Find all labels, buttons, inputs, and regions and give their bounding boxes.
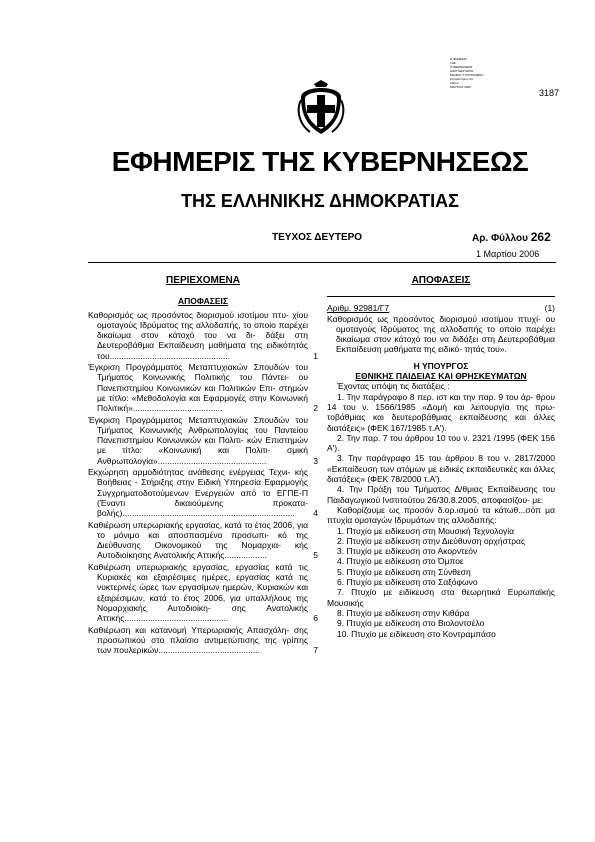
header-divider xyxy=(88,262,556,263)
sheet-number xyxy=(472,230,551,244)
toc-item[interactable] xyxy=(88,562,318,624)
toc-item-text: Έγκριση Προγράμματος Μεταπτυχιακών Σπουδών του Τμήματος Κοινωνικής Ανθρωπολογίας του Παντείου Πανεπιστημίου Κοινωνικών και Πολιτι- κών Επιστημών με τίτλο: «Κοινωνική και Πολιτι- σμική Ανθρωπολογία».............................................. xyxy=(88,414,308,466)
decision-number: Αριθμ. 92981/Γ7 xyxy=(327,303,390,314)
sheet-label: Αρ. Φύλλου xyxy=(472,233,528,244)
decision-title: Καθορισμός ως προσόντος διορισμού ισοτίμου πτυχί- ου ομοταγούς Ιδρύματος της αλλοδαπής το οποίο παρέχει δικαίωμα στον κάτοχό του να διδάξει στη Δευτεροβάθμια Εκπαίδευση μαθήματα της ειδικό- τητάς του». xyxy=(327,313,555,355)
stamp-line: ΑΝΑΓΝΩΣΤΗΡΙΟ xyxy=(450,69,474,73)
stamp-line: ΤΗΣ xyxy=(450,61,456,65)
issue-label: ΤΕΥΧΟΣ ΔΕΥΤΕΡΟ xyxy=(272,232,363,243)
decisions-column xyxy=(327,276,555,639)
toc-item-page: 4 xyxy=(313,508,318,519)
consideration: 4. Την Πράξη του Τμήματος Δ/θμιας Εκπαίδευσης του Παιδαγωγικού Ινστιτούτου 26/30.8.2005, αποφασίζου- με: xyxy=(327,484,555,505)
toc-item-text: Καθιέρωση υπερωριακής εργασίας, κατά το έτος 2006, για το μόνιμο και αποσπασμένο προσωπι- κό της Διεύθυνσης Οικονομικού της Νομαρχια- κής Αυτοδιοίκησης Ανατολικής Αττικής.................. xyxy=(88,519,308,561)
stamp-line: Αθήνα xyxy=(450,81,459,85)
toc-item-text: Καθιέρωση υπερωριακής εργασίας, εργασίας κατά τις Κυριακές και εξαιρέσιμες ημέρες, εργασίας κατά τις νυκτερινές ώρες των εργασίμων ημερών, Κυριακών και εξαιρέσιμων, κατά το έτος 2006, για υπαλλήλους της Νομαρχιακής Αυτοδιοίκη- σης Ανατολικής Αττικής............................................ xyxy=(88,561,308,624)
degree-item: 1. Πτυχίο με ειδίκευση στη Μουσική Τεχνολογία xyxy=(337,525,515,536)
degree-item: 4. Πτυχίο με ειδίκευση στο Όμποε xyxy=(337,556,464,567)
sheet-number-value: 262 xyxy=(530,230,551,244)
degree-item: 10. Πτυχίο με ειδίκευση στο Κοντραμπάσο xyxy=(337,628,496,639)
toc-item-page: 1 xyxy=(313,350,318,361)
contents-column xyxy=(88,276,318,656)
toc-item-page: 5 xyxy=(313,550,318,561)
toc-item-page: 7 xyxy=(313,645,318,656)
greek-coat-of-arms-icon xyxy=(296,80,346,138)
toc-item[interactable] xyxy=(88,415,318,466)
toc-item-page: 6 xyxy=(313,613,318,624)
toc-item[interactable] xyxy=(88,520,318,561)
decisions-heading: ΑΠΟΦΑΣΕΙΣ xyxy=(411,275,471,286)
consideration: 3. Την παράγραφο 15 του άρθρου 8 του ν. 2817/2000 «Εκπαίδευση των ατόμων με ειδικές εκπαιδευτικές και άλλες διατάξεις» (ΦΕΚ 78/2000 τ.Α'). xyxy=(327,453,555,485)
considerations-intro: Έχοντας υπόψη τις διατάξεις : xyxy=(337,381,450,392)
library-stamp xyxy=(450,57,508,89)
decision-number-row xyxy=(327,303,555,313)
consideration: 2. Την παρ. 7 του άρθρου 10 του ν. 2321 /1995 (ΦΕΚ 156 Α'). xyxy=(327,432,555,454)
decision-index: (1) xyxy=(544,303,555,314)
ministry-name: ΕΘΝΙΚΗΣ ΠΑΙΔΕΙΑΣ ΚΑΙ ΘΡΗΣΚΕΥΜΑΤΩΝ xyxy=(355,371,527,382)
toc-item[interactable] xyxy=(88,310,318,361)
degree-item: 7. Πτυχίο με ειδίκευση στα θεωρητικά Ευρωπαϊκής Μουσικής xyxy=(327,587,555,608)
page-number: 3187 xyxy=(539,88,560,98)
toc-item[interactable] xyxy=(88,467,318,518)
gazette-title: ΕΦΗΜΕΡΙΣ ΤΗΣ ΚΥΒΕΡΝΗΣΕΩΣ xyxy=(111,146,529,177)
degree-item: 6. Πτυχίο με ειδίκευση στο Σαξόφωνο xyxy=(337,577,478,588)
toc-item-page: 2 xyxy=(313,403,318,414)
decision-text: Καθορίζουμε ως προσόν δ.ορ.ισμού τα κάτωθ...σόπ μα πτυχία ομοταγών Ιδρυμάτων της αλλοδαπής: xyxy=(327,504,555,526)
toc-item[interactable] xyxy=(88,625,318,656)
degree-item: 2. Πτυχίο με ειδίκευση στην Διεύθυνση ορχήστρας xyxy=(337,535,526,546)
contents-heading: ΠΕΡΙΕΧΟΜΕΝΑ xyxy=(166,275,240,286)
gazette-subtitle: ΤΗΣ ΕΛΛΗΝΙΚΗΣ ΔΗΜΟΚΡΑΤΙΑΣ xyxy=(181,191,459,211)
contents-subheading: ΑΠΟΦΑΣΕΙΣ xyxy=(177,296,228,307)
toc-item-text: Εκχώρηση αρμοδιότητας ανάθεσης ενέργειας Τεχνι- κής Βοήθειας - Στήριξης στην Ειδική Υπηρεσία Εφαρμογής Συγχρηματοδοτούμενων Ενεργειών από το ΕΓΠΕ-Π (Έναντι δικαιούμενης προκατα- βολής)......................................................................... xyxy=(88,467,308,519)
toc-item-text: Καθορισμός ως προσόντος διορισμού ισοτίμου πτυ- χίου ομοταγούς Ιδρύματος της αλλοδαπής, το οποίο παρέχει δικαίωμα στον κάτοχό του να δι- δάξει στη Δευτεροβάθμια Εκπαίδευση μαθήματα της ειδικότητάς του................................................... xyxy=(88,309,308,361)
stamp-line: ΚΥΒΕΡΝΗΣΕΩΣ xyxy=(450,65,473,69)
toc-item-text: Καθιέρωση και κατανομή Υπερωριακής Απασχόλη- σης προσωπικού στο πλαίσιο αντιμετώπισης της γρίπης των πουλερικών........................................... xyxy=(88,624,308,656)
stamp-line: ΕΘΝΙΚΟ ΤΥΠΟΓΡΑΦΕΙΟ xyxy=(450,73,484,77)
toc-item-text: Έγκριση Προγράμματος Μεταπτυχιακών Σπουδών του Τμήματος Κοινωνικής Πολιτικής του Πάντει- ου Πανεπιστημίου Κοινωνικών και Πολιτικών Επι- στημών με τίτλο: «Μεθοδολογία και Εφαρμογές στην Κοινωνική Πολιτική»...................................... xyxy=(88,362,308,414)
consideration: 1. Την παράγραφο 8 περ. ιστ και την παρ. 9 του άρ- θρου 14 του ν. 1566/1985 «Δομή και λειτουργία της πρω- τοβάθμιας και δευτεροβάθμιας εκπαίδευσης και άλλες διατάξεις» (ΦΕΚ 167/1985 τ.Α'). xyxy=(327,391,555,433)
decisions-divider xyxy=(327,296,555,297)
minister-title: Η ΥΠΟΥΡΓΟΣ xyxy=(413,360,469,371)
toc-item-page: 3 xyxy=(313,455,318,466)
toc-item[interactable] xyxy=(88,362,318,413)
degree-item: 8. Πτυχίο με ειδίκευση στην Κιθάρα xyxy=(337,607,470,618)
degree-item: 5. Πτυχίο με ειδίκευση στη Σύνθεση xyxy=(337,566,471,577)
degree-item: 9. Πτυχίο με ειδίκευση στο Βιολοντσέλο xyxy=(337,618,485,629)
stamp-line: Καποδιστρίου 34 xyxy=(450,77,473,81)
issue-date: 1 Μαρτίου 2006 xyxy=(476,249,540,259)
stamp-line: ΜΑΡΤΙΟΣ 2006 xyxy=(450,85,471,89)
stamp-line: Ε ΦΗΜΕΡΙΣ xyxy=(450,57,467,61)
degree-item: 3. Πτυχίο με ειδίκευση στο Ακορντεόν xyxy=(337,546,478,557)
